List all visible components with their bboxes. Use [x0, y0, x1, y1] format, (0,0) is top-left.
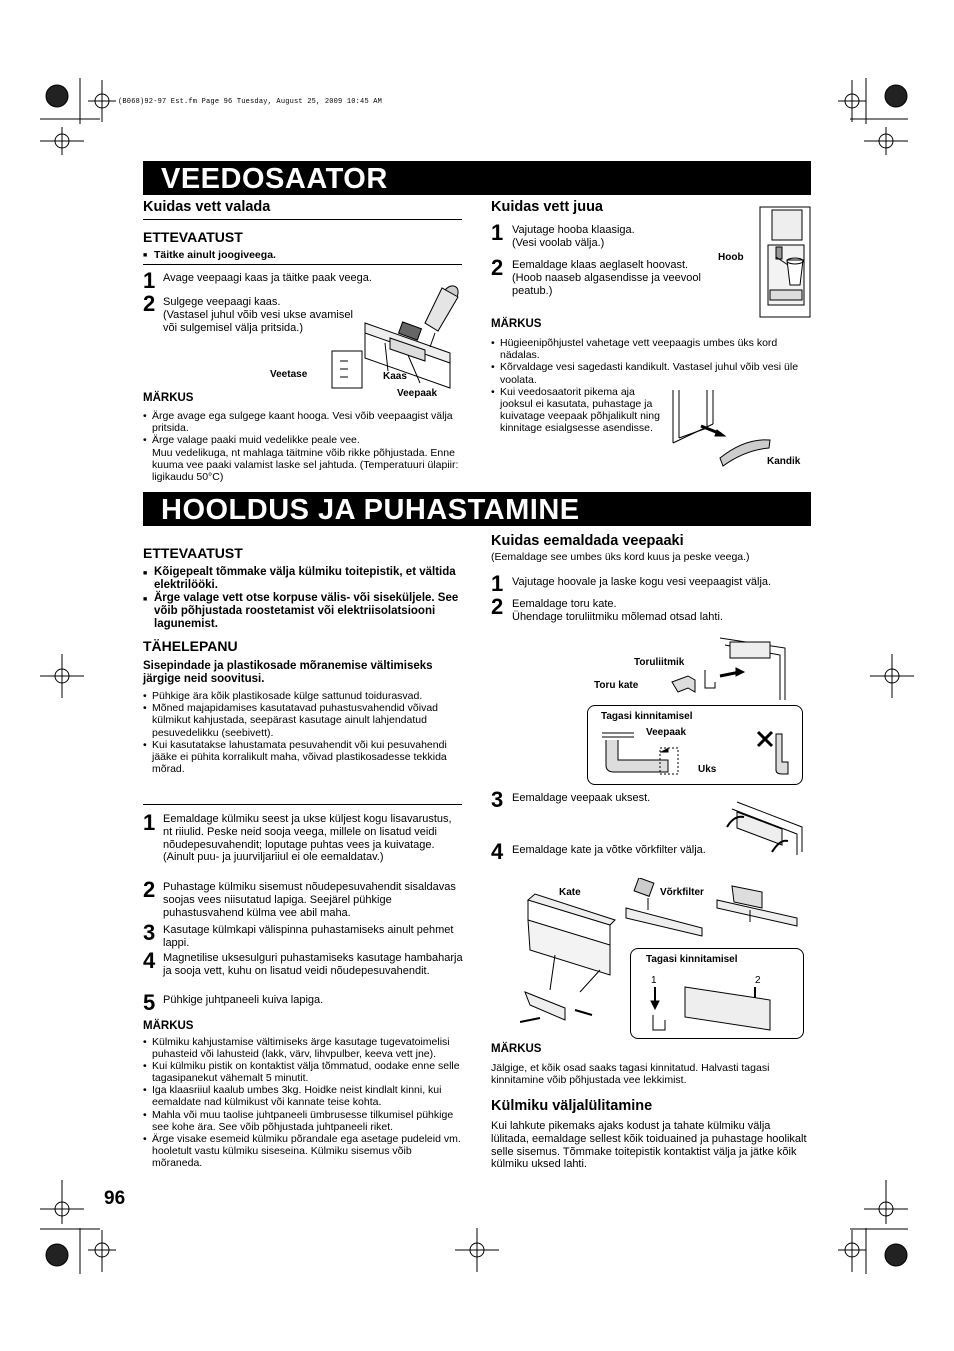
- notes-title: MÄRKUS: [143, 1020, 194, 1032]
- step-number: 2: [491, 255, 504, 280]
- notice-item: • Pühkige ära kõik plastikosade külge sattunud toidurasvad.: [143, 690, 463, 702]
- label-reattach: Tagasi kinnitamisel: [601, 711, 693, 722]
- notice-item: • Kui kasutatakse lahustamata pesuvahendit või kui pesuvahendi jääke ei pühita korralikult maha, võivad plastikosadesse tekkida mõrad.: [143, 739, 463, 776]
- step-number: 1: [491, 571, 504, 596]
- label-reattach-tank: Veepaak: [646, 727, 687, 738]
- note-item: • Ärge avage ega sulgege kaant hooga. Vesi võib veepaagist välja pritsida.: [143, 410, 463, 434]
- notes-list: [143, 410, 463, 483]
- notes-text: Jälgige, et kõik osad saaks tagasi kinnitatud. Halvasti tagasi kinnitamine võib põhjustada vee lekkimist.: [491, 1062, 770, 1087]
- step-number: 4: [143, 948, 156, 973]
- dispenser-illustration: [740, 205, 815, 320]
- notice-item: • Mõned majapidamises kasutatavad puhastusvahendid võivad külmikut kahjustada, seepärast kasutage ainult lahjendatud pesuvedelikku (seebivett).: [143, 702, 463, 739]
- step-text: Eemaldage klaas aeglaselt hoovast. (Hoob naaseb algasendisse ja veevool peatub.): [512, 259, 701, 297]
- notice-bold: Sisepindade ja plastikosade mõranemise vältimiseks järgige neid soovitusi.: [143, 660, 433, 685]
- step-number: 1: [143, 268, 156, 293]
- step-text: Eemaldage kate ja võtke võrkfilter välja.: [512, 844, 706, 856]
- heading-switch-off: Külmiku väljalülitamine: [491, 1098, 653, 1114]
- note-item: • Iga klaasriiul kaalub umbes 3kg. Hoidke neist kindlalt kinni, kui eemaldate nad külmikust või kannate teise kohta.: [143, 1084, 463, 1108]
- label-step-2: 2: [755, 975, 761, 986]
- step-text: Vajutage hoovale ja laske kogu vesi veepaagist välja.: [512, 576, 772, 588]
- page-number: 96: [104, 1188, 126, 1209]
- step-number: 3: [491, 787, 504, 812]
- label-step-1: 1: [651, 975, 657, 986]
- divider: [143, 804, 462, 805]
- step-text: Eemaldage toru kate. Ühendage toruliitmiku mõlemad otsad lahti.: [512, 598, 723, 623]
- label-reattach-2: Tagasi kinnitamisel: [646, 954, 738, 965]
- step-number: 1: [143, 810, 156, 835]
- pipe-illustration: [670, 630, 805, 702]
- step-number: 5: [143, 990, 156, 1015]
- tank-remove-illustration: [722, 797, 808, 859]
- note-item: • Kõrvaldage vesi sagedasti kandikult. Vastasel juhul võib vesi üle voolata.: [491, 361, 811, 385]
- heading-pour-water: Kuidas vett valada: [143, 199, 271, 215]
- step-number: 2: [143, 877, 156, 902]
- subheading: (Eemaldage see umbes üks kord kuus ja peske veega.): [491, 551, 750, 563]
- section-title-hooldus: HOOLDUS JA PUHASTAMINE: [143, 492, 811, 526]
- step-text: Eemaldage külmiku seest ja ukse küljest kogu lisavarustus, nt riiulid. Peske neid sooja veega, millele on lisatud veidi nõudepesuvahendit; loputage puhtas vees ja kuivatage. (Ainult puu- ja juurviljariiul ei ole eemaldatav.): [163, 813, 452, 864]
- switch-off-text: Kui lahkute pikemaks ajaks kodust ja tahate külmiku välja lülitada, eemaldage sellest kõik toiduained ja puhastage hoolikalt selle sisemus. Tõmmake toitepistik kontaktist välja ja jätke kõik külmiku uksed lahti.: [491, 1120, 807, 1171]
- step-text: Avage veepaagi kaas ja täitke paak veega.: [163, 272, 372, 284]
- note-item: • Kui külmiku pistik on kontaktist välja tõmmatud, oodake enne selle tagasipanekut vähemalt 5 minutit.: [143, 1060, 463, 1084]
- note-item: • Ärge valage paaki muid vedelikke peale vee. Muu vedelikuga, nt mahlaga täitmine võib rikke põhjustada. Enne kuuma vee paaki valamist laske sel jahtuda. (Temperatuuri ülapiir: ligikaudu 50°C): [143, 434, 463, 483]
- filter-illustration: [622, 878, 802, 938]
- label-cover: Kate: [559, 887, 581, 898]
- section-title-veedosaator: VEEDOSAATOR: [143, 161, 811, 195]
- notes-title: MÄRKUS: [143, 392, 194, 404]
- notes-title: MÄRKUS: [491, 318, 542, 330]
- label-lever: Hoob: [718, 252, 744, 263]
- step-text: Eemaldage veepaak uksest.: [512, 792, 651, 804]
- step-text: Magnetilise uksesulguri puhastamiseks kasutage hambaharja ja sooja vett, kuhu on lisatud veidi nõudepesuvahendit.: [163, 952, 463, 977]
- label-tray: Kandik: [767, 456, 801, 467]
- heading-drink-water: Kuidas vett juua: [491, 199, 603, 215]
- caution-list: [143, 566, 463, 631]
- caution-title: ETTEVAATUST: [143, 545, 243, 561]
- label-pipe-cover: Toru kate: [594, 680, 639, 691]
- step-number: 4: [491, 839, 504, 864]
- label-tank: Veepaak: [397, 388, 438, 399]
- notice-list: [143, 690, 463, 775]
- notes-title: MÄRKUS: [491, 1043, 542, 1055]
- label-lid: Kaas: [383, 371, 407, 382]
- label-filter: Võrkfilter: [660, 887, 704, 898]
- divider: [143, 264, 462, 265]
- label-door: Uks: [698, 764, 717, 775]
- caution-title: ETTEVAATUST: [143, 229, 243, 245]
- step-text: Pühkige juhtpaneeli kuiva lapiga.: [163, 994, 324, 1006]
- cover-illustration: [520, 880, 630, 1030]
- note-item: • Külmiku kahjustamise vältimiseks ärge kasutage tugevatoimelisi puhasteid või lahusteid (lakk, värv, lihvpulber, keeva vett jne).: [143, 1036, 463, 1060]
- step-text: Kasutage külmkapi välispinna puhastamiseks ainult pehmet lappi.: [163, 924, 454, 949]
- step-number: 3: [143, 920, 156, 945]
- step-text: Puhastage külmiku sisemust nõudepesuvahendit sisaldavas soojas vees niisutatud lapiga. Seejärel pühkige puhastusvahend külma vee abil maha.: [163, 881, 456, 919]
- reattach-diagram-2: [645, 975, 795, 1033]
- step-text: Sulgege veepaagi kaas. (Vastasel juhul võib vesi ukse avamisel või sulgemisel välja pritsida.): [163, 296, 353, 334]
- caution-list: [143, 249, 463, 261]
- notes-list: [143, 1036, 463, 1169]
- caution-item: ■ Täitke ainult joogiveega.: [143, 249, 463, 261]
- caution-item: ■ Ärge valage vett otse korpuse välis- või siseküljele. See võib põhjustada roostetamist või elektriisolatsiooni lagunemist.: [143, 592, 463, 631]
- notice-title: TÄHELEPANU: [143, 638, 238, 654]
- note-item: • Kui veedosaatorit pikema aja jooksul ei kasutata, puhastage ja kuivatage veepaak põhjalikult ning kinnitage esialgsesse asendisse.: [491, 386, 660, 435]
- caution-item: ■ Kõigepealt tõmmake välja külmiku toitepistik, et vältida elektrilööki.: [143, 566, 463, 592]
- divider: [143, 219, 462, 220]
- step-number: 2: [491, 594, 504, 619]
- step-number: 1: [491, 220, 504, 245]
- note-item: • Hügieenipõhjustel vahetage vett veepaagis umbes üks kord nädalas.: [491, 337, 811, 361]
- step-number: 2: [143, 291, 156, 316]
- note-item: • Ärge visake esemeid külmiku põrandale ega asetage pudeleid vm. hooletult vastu külmiku siseseina. Külmiku sisemus võib mõraneda.: [143, 1133, 463, 1169]
- reattach-diagram: [598, 730, 798, 780]
- label-water-level: Veetase: [270, 369, 308, 380]
- file-header: (B068)92-97 Est.fm Page 96 Tuesday, August 25, 2009 10:45 AM: [118, 98, 383, 106]
- step-text: Vajutage hooba klaasiga. (Vesi voolab välja.): [512, 224, 635, 249]
- note-item: • Mahla või muu taolise juhtpaneeli ümbrusesse tilkumisel pühkige see kohe ära. See võib põhjustada juhtpaneeli riket.: [143, 1109, 463, 1133]
- heading-remove-tank: Kuidas eemaldada veepaaki: [491, 533, 684, 549]
- label-fitting: Toruliitmik: [634, 657, 685, 668]
